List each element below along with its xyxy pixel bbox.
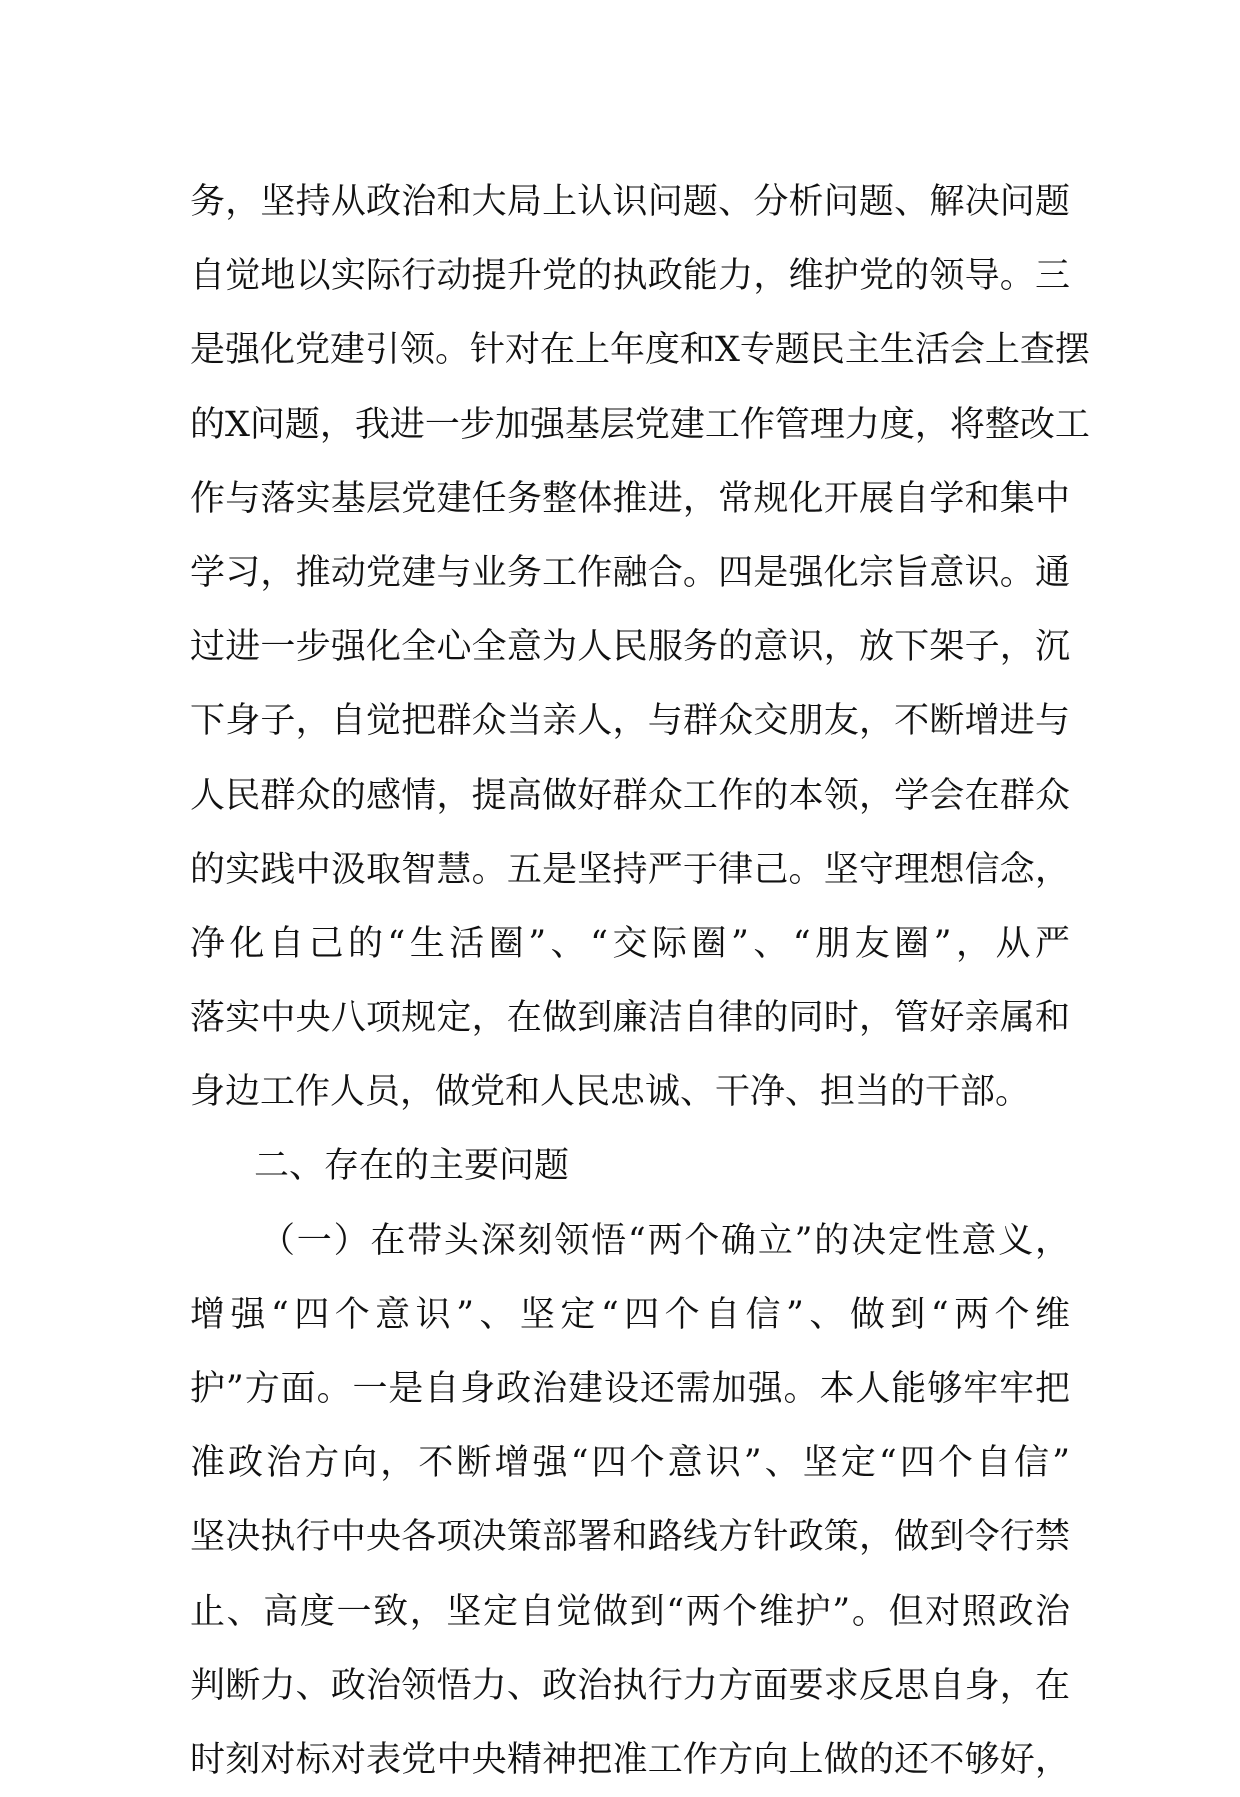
text-line: 止、高度一致，坚定自觉做到“两个维护”。但对照政治 <box>190 1591 1070 1632</box>
text-line: 护”方面。一是自身政治建设还需加强。本人能够牢牢把 <box>190 1369 1070 1409</box>
document-body <box>190 165 1090 1797</box>
text-line: 落实中央八项规定，在做到廉洁自律的同时，管好亲属和 <box>190 998 1070 1039</box>
text-line: 务，坚持从政治和大局上认识问题、分析问题、解决问题 <box>190 182 1070 222</box>
subsection-heading: （一）在带头深刻领悟“两个确立”的决定性意义， <box>260 1220 1070 1261</box>
text-line: 净化自己的“生活圈”、“交际圈”、“朋友圈”，从严 <box>190 923 1070 964</box>
text-line: 是强化党建引领。针对在上年度和X专题民主生活会上查摆 <box>190 330 1090 371</box>
section-heading: 二、存在的主要问题 <box>254 1146 570 1187</box>
text-line: 增强“四个意识”、坚定“四个自信”、做到“两个维 <box>190 1294 1070 1335</box>
text-line: 坚决执行中央各项决策部署和路线方针政策，做到令行禁 <box>190 1517 1070 1558</box>
text-line: 人民群众的感情，提高做好群众工作的本领，学会在群众 <box>190 775 1070 816</box>
text-line: 学习，推动党建与业务工作融合。四是强化宗旨意识。通 <box>190 552 1070 593</box>
text-line: 的X问题，我进一步加强基层党建工作管理力度，将整改工 <box>190 404 1090 445</box>
text-line: 下身子，自觉把群众当亲人，与群众交朋友，不断增进与 <box>190 701 1070 742</box>
text-line: 过进一步强化全心全意为人民服务的意识，放下架子，沉 <box>190 627 1070 668</box>
text-line: 作与落实基层党建任务整体推进，常规化开展自学和集中 <box>190 478 1070 519</box>
text-line: 自觉地以实际行动提升党的执政能力，维护党的领导。三 <box>190 256 1070 297</box>
text-line: 时刻对标对表党中央精神把准工作方向上做的还不够好， <box>190 1739 1070 1780</box>
text-line: 准政治方向，不断增强“四个意识”、坚定“四个自信” <box>190 1443 1070 1484</box>
text-line: 身边工作人员，做党和人民忠诚、干净、担当的干部。 <box>190 1072 1031 1113</box>
text-line: 判断力、政治领悟力、政治执行力方面要求反思自身，在 <box>190 1665 1070 1706</box>
text-line: 的实践中汲取智慧。五是坚持严于律己。坚守理想信念， <box>190 849 1070 890</box>
